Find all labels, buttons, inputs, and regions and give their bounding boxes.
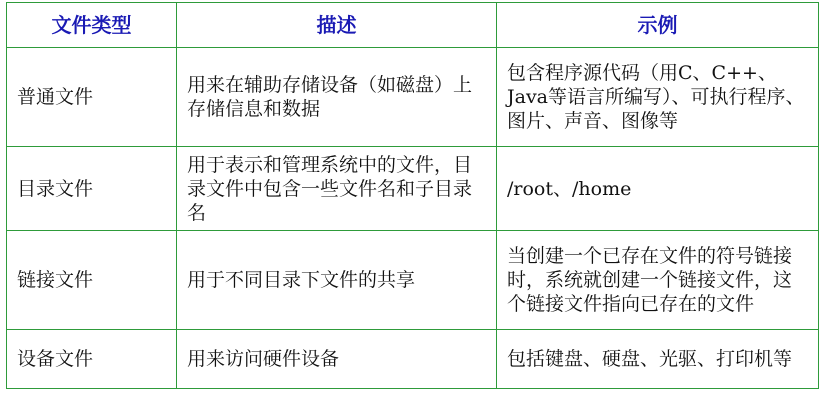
cell-description: 用来访问硬件设备 — [177, 330, 497, 389]
cell-example: 当创建一个已存在文件的符号链接时，系统就创建一个链接文件，这个链接文件指向已存在的文件 — [497, 231, 819, 330]
table-row — [7, 147, 819, 231]
header-row — [7, 3, 819, 48]
table-row — [7, 231, 819, 330]
header-file-type: 文件类型 — [7, 3, 177, 48]
cell-file-type: 设备文件 — [7, 330, 177, 389]
cell-description: 用来在辅助存储设备（如磁盘）上存储信息和数据 — [177, 48, 497, 147]
header-example: 示例 — [497, 3, 819, 48]
table-row — [7, 48, 819, 147]
cell-example: 包括键盘、硬盘、光驱、打印机等 — [497, 330, 819, 389]
cell-description: 用于表示和管理系统中的文件，目录文件中包含一些文件名和子目录名 — [177, 147, 497, 231]
cell-file-type: 链接文件 — [7, 231, 177, 330]
header-description: 描述 — [177, 3, 497, 48]
cell-file-type: 目录文件 — [7, 147, 177, 231]
cell-example: 包含程序源代码（用C、C++、Java等语言所编写）、可执行程序、图片、声音、图像等 — [497, 48, 819, 147]
file-types-table — [6, 2, 819, 389]
cell-file-type: 普通文件 — [7, 48, 177, 147]
table-row — [7, 330, 819, 389]
cell-description: 用于不同目录下文件的共享 — [177, 231, 497, 330]
cell-example: /root、/home — [497, 147, 819, 231]
